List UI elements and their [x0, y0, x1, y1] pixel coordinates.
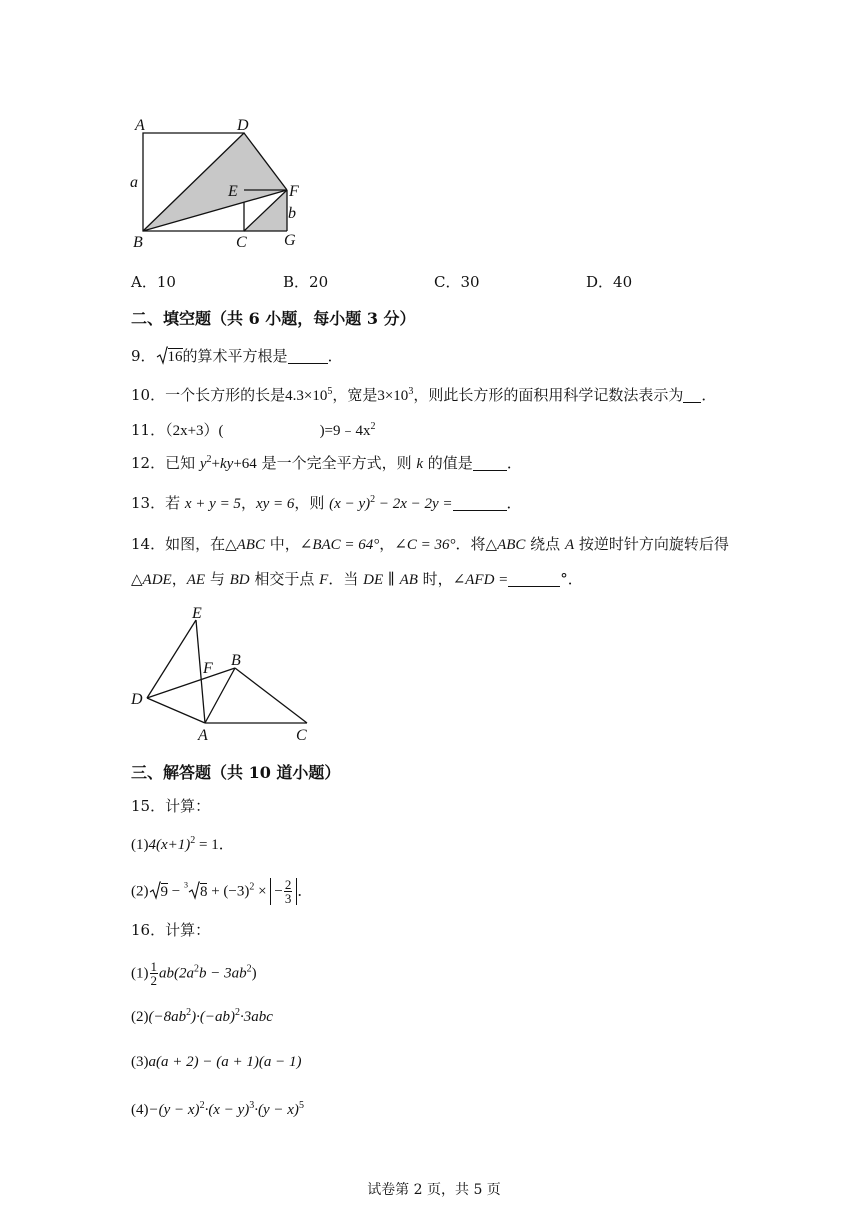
- label-C: C: [236, 234, 247, 251]
- question-15: 15．计算：: [131, 797, 211, 815]
- question-9: 9． 16的算术平方根是 ．: [131, 347, 343, 365]
- question-16-part-1: (1) $\frac{1}{2}$ $ab(2a^2b - 3ab^2)$: [131, 959, 257, 988]
- label-B: B: [133, 234, 143, 251]
- figure-rectangles: [125, 112, 315, 252]
- answer-blank: [508, 571, 560, 587]
- question-15-part-1: $(1)4(x+1)^2 = 1$．: [131, 835, 234, 853]
- label-C: C: [296, 727, 307, 744]
- absolute-value: − $\frac{2}{3}$: [270, 878, 297, 905]
- section-heading-solve: 三、解答题（共 10 道小题）: [131, 763, 341, 782]
- label-B: B: [231, 652, 241, 669]
- question-16: 16．计算：: [131, 921, 211, 939]
- question-16-part-4: $(4)-(y - x)^2\cdot(x - y)^3\cdot(y - x)^5$: [131, 1100, 304, 1118]
- label-G: G: [284, 232, 296, 249]
- question-16-part-2: $(2)(-8ab^2)\cdot(-ab)^2\cdot 3abc$: [131, 1007, 273, 1025]
- question-13: 13．若 x + y = 5，xy = 6，则 $(x - y)^2 - 2x - 2y$ = ．: [131, 494, 522, 512]
- question-10: 10．一个长方形的长是$4.3\times 10^5$，宽是$3\times 10^3$，则此长方形的面积用科学记数法表示为 ．: [131, 386, 717, 404]
- option-a: A．10: [131, 273, 176, 291]
- option-d: D．40: [586, 273, 633, 291]
- answer-blank: [473, 455, 507, 471]
- question-16-part-3: (3)a(a + 2) − (a + 1)(a − 1): [131, 1054, 302, 1070]
- option-c: C．30: [434, 273, 480, 291]
- sqrt-sign-icon: [156, 345, 168, 365]
- label-E: E: [192, 605, 202, 622]
- label-A: A: [135, 117, 145, 134]
- figure-rotated-triangles: [125, 600, 325, 745]
- label-D: D: [131, 691, 143, 708]
- section-heading-fill-in: 二、填空题（共 6 小题，每小题 3 分）: [131, 309, 416, 328]
- label-b: b: [288, 205, 296, 222]
- q8-options: [131, 272, 632, 292]
- answer-blank: [453, 495, 507, 511]
- label-E: E: [228, 183, 238, 200]
- answer-blank: [683, 387, 701, 403]
- label-F: F: [203, 660, 213, 677]
- label-A: A: [198, 727, 208, 744]
- cube-root-sign-icon: [188, 880, 200, 900]
- option-b: B．20: [283, 273, 329, 291]
- question-11: 11．（2x+3）( )$=9﹣4x^2$: [131, 421, 376, 439]
- question-14-line-1: 14．如图，在△ABC 中，∠BAC = 64°，∠C = 36°．将△ABC 绕点 A 按逆时针方向旋转后得: [131, 535, 729, 553]
- page-footer: 试卷第 2 页，共 5 页: [367, 1182, 501, 1198]
- answer-blank: [288, 348, 328, 364]
- question-15-part-2: (2) 9 − $^3$ $8 + (-3)^2$ × − $\frac{2}{3}$ ．: [131, 877, 313, 906]
- label-D: D: [237, 117, 249, 134]
- question-14-line-2: △ADE，AE 与 BD 相交于点 F．当 DE ∥ AB 时，∠AFD = °．: [131, 570, 583, 588]
- label-F: F: [289, 183, 299, 200]
- label-a: a: [130, 174, 138, 191]
- sqrt-sign-icon: [149, 880, 161, 900]
- question-12: 12．已知 $y^2+ky+64$ 是一个完全平方式，则 k 的值是 ．: [131, 454, 522, 472]
